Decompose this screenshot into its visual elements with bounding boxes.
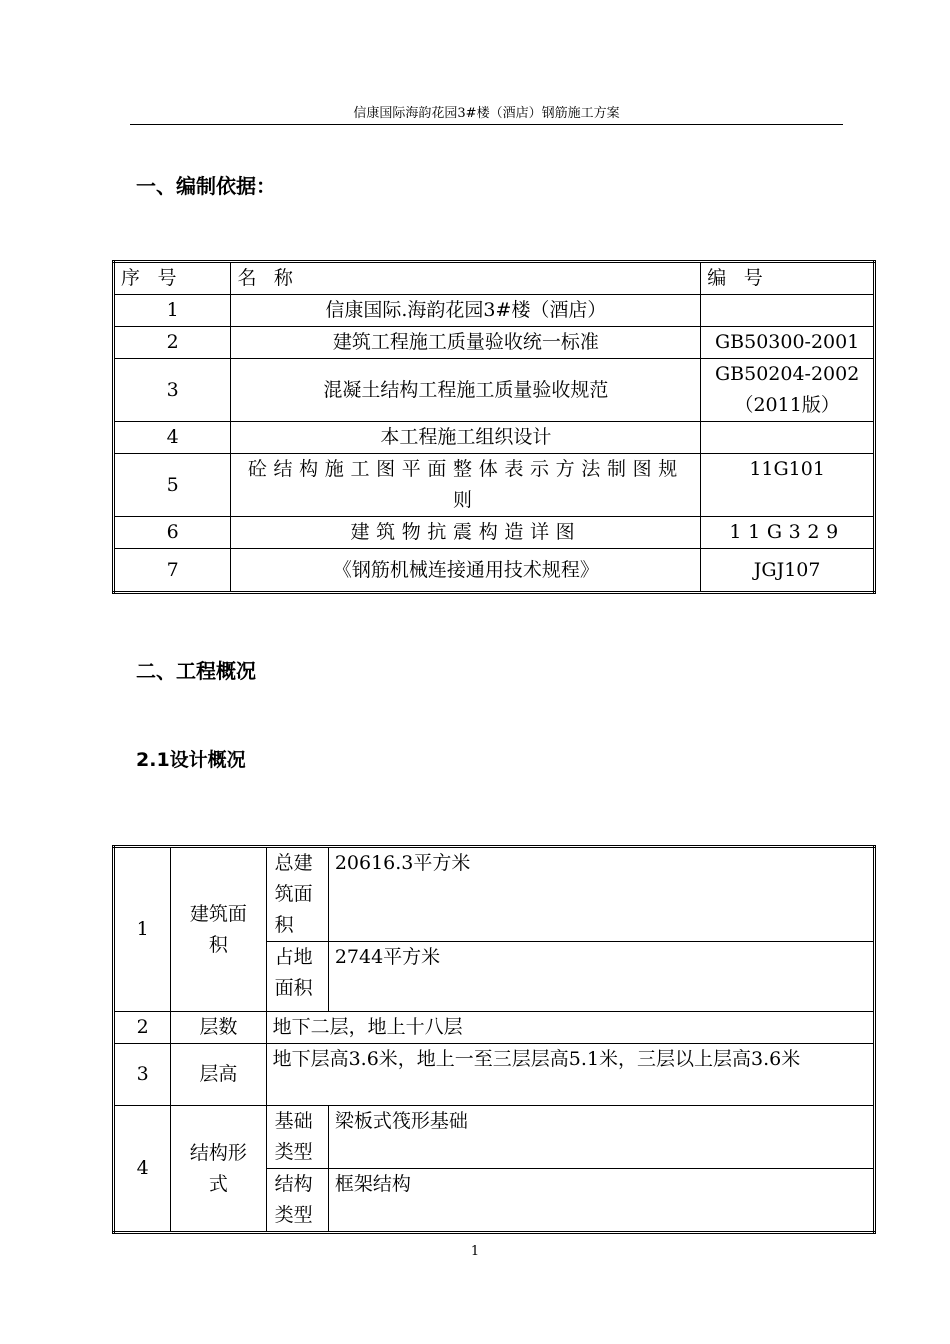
row-item: 层数 [171,1012,266,1044]
page-header: 信康国际海韵花园3#楼（酒店）钢筋施工方案 [130,104,843,125]
header-name: 名 称 [231,262,701,295]
sub-label: 基础类型 [266,1106,328,1169]
header-no: 序 号 [114,262,231,295]
row-item: 建筑面积 [171,847,266,1012]
row-no: 1 [114,847,171,1012]
row-no: 2 [114,327,231,359]
row-no: 1 [114,295,231,327]
row-no: 4 [114,1106,171,1233]
table-row [114,1106,875,1169]
row-name: 建筑工程施工质量验收统一标准 [231,327,701,359]
table-row [114,517,875,549]
table-row [114,847,875,942]
row-code [701,295,875,327]
row-code: 11G329 [701,517,875,549]
row-no: 5 [114,454,231,517]
row-no: 2 [114,1012,171,1044]
sub-value: 梁板式筏形基础 [328,1106,874,1169]
row-name: 本工程施工组织设计 [231,422,701,454]
row-no: 4 [114,422,231,454]
overview-table [112,845,876,1234]
row-no: 3 [114,359,231,422]
table-row [114,422,875,454]
subsection-title-design: 2.1设计概况 [136,749,246,771]
row-code: 11G101 [701,454,875,517]
section-title-basis: 一、编制依据： [136,174,276,198]
table-row [114,1044,875,1106]
table-row [114,454,875,517]
row-name: 信康国际.海韵花园3#楼（酒店） [231,295,701,327]
row-item: 层高 [171,1044,266,1106]
table-row [114,295,875,327]
sub-label: 占地面积 [266,942,328,1012]
row-value: 地下层高3.6米，地上一至三层层高5.1米，三层以上层高3.6米 [266,1044,874,1106]
sub-value: 20616.3平方米 [328,847,874,942]
basis-table [112,260,876,594]
row-code [701,422,875,454]
row-code: JGJ107 [701,549,875,593]
sub-label: 结构类型 [266,1169,328,1233]
page-number: 1 [470,1244,480,1259]
header-code: 编 号 [701,262,875,295]
row-no: 6 [114,517,231,549]
row-no: 3 [114,1044,171,1106]
table-row [114,549,875,593]
row-name: 建筑物抗震构造详图 [231,517,701,549]
sub-label: 总建筑面积 [266,847,328,942]
row-value: 地下二层，地上十八层 [266,1012,874,1044]
row-no: 7 [114,549,231,593]
section-title-overview: 二、工程概况 [136,659,256,683]
row-code: GB50300-2001 [701,327,875,359]
table-row [114,359,875,422]
row-code: GB50204-2002（2011版） [701,359,875,422]
row-item: 结构形式 [171,1106,266,1233]
row-name: 《钢筋机械连接通用技术规程》 [231,549,701,593]
table-header-row [114,262,875,295]
row-name: 砼结构施工图平面整体表示方法制图规则 [231,454,701,517]
table-row [114,1012,875,1044]
sub-value: 2744平方米 [328,942,874,1012]
table-row [114,327,875,359]
row-name: 混凝土结构工程施工质量验收规范 [231,359,701,422]
sub-value: 框架结构 [328,1169,874,1233]
